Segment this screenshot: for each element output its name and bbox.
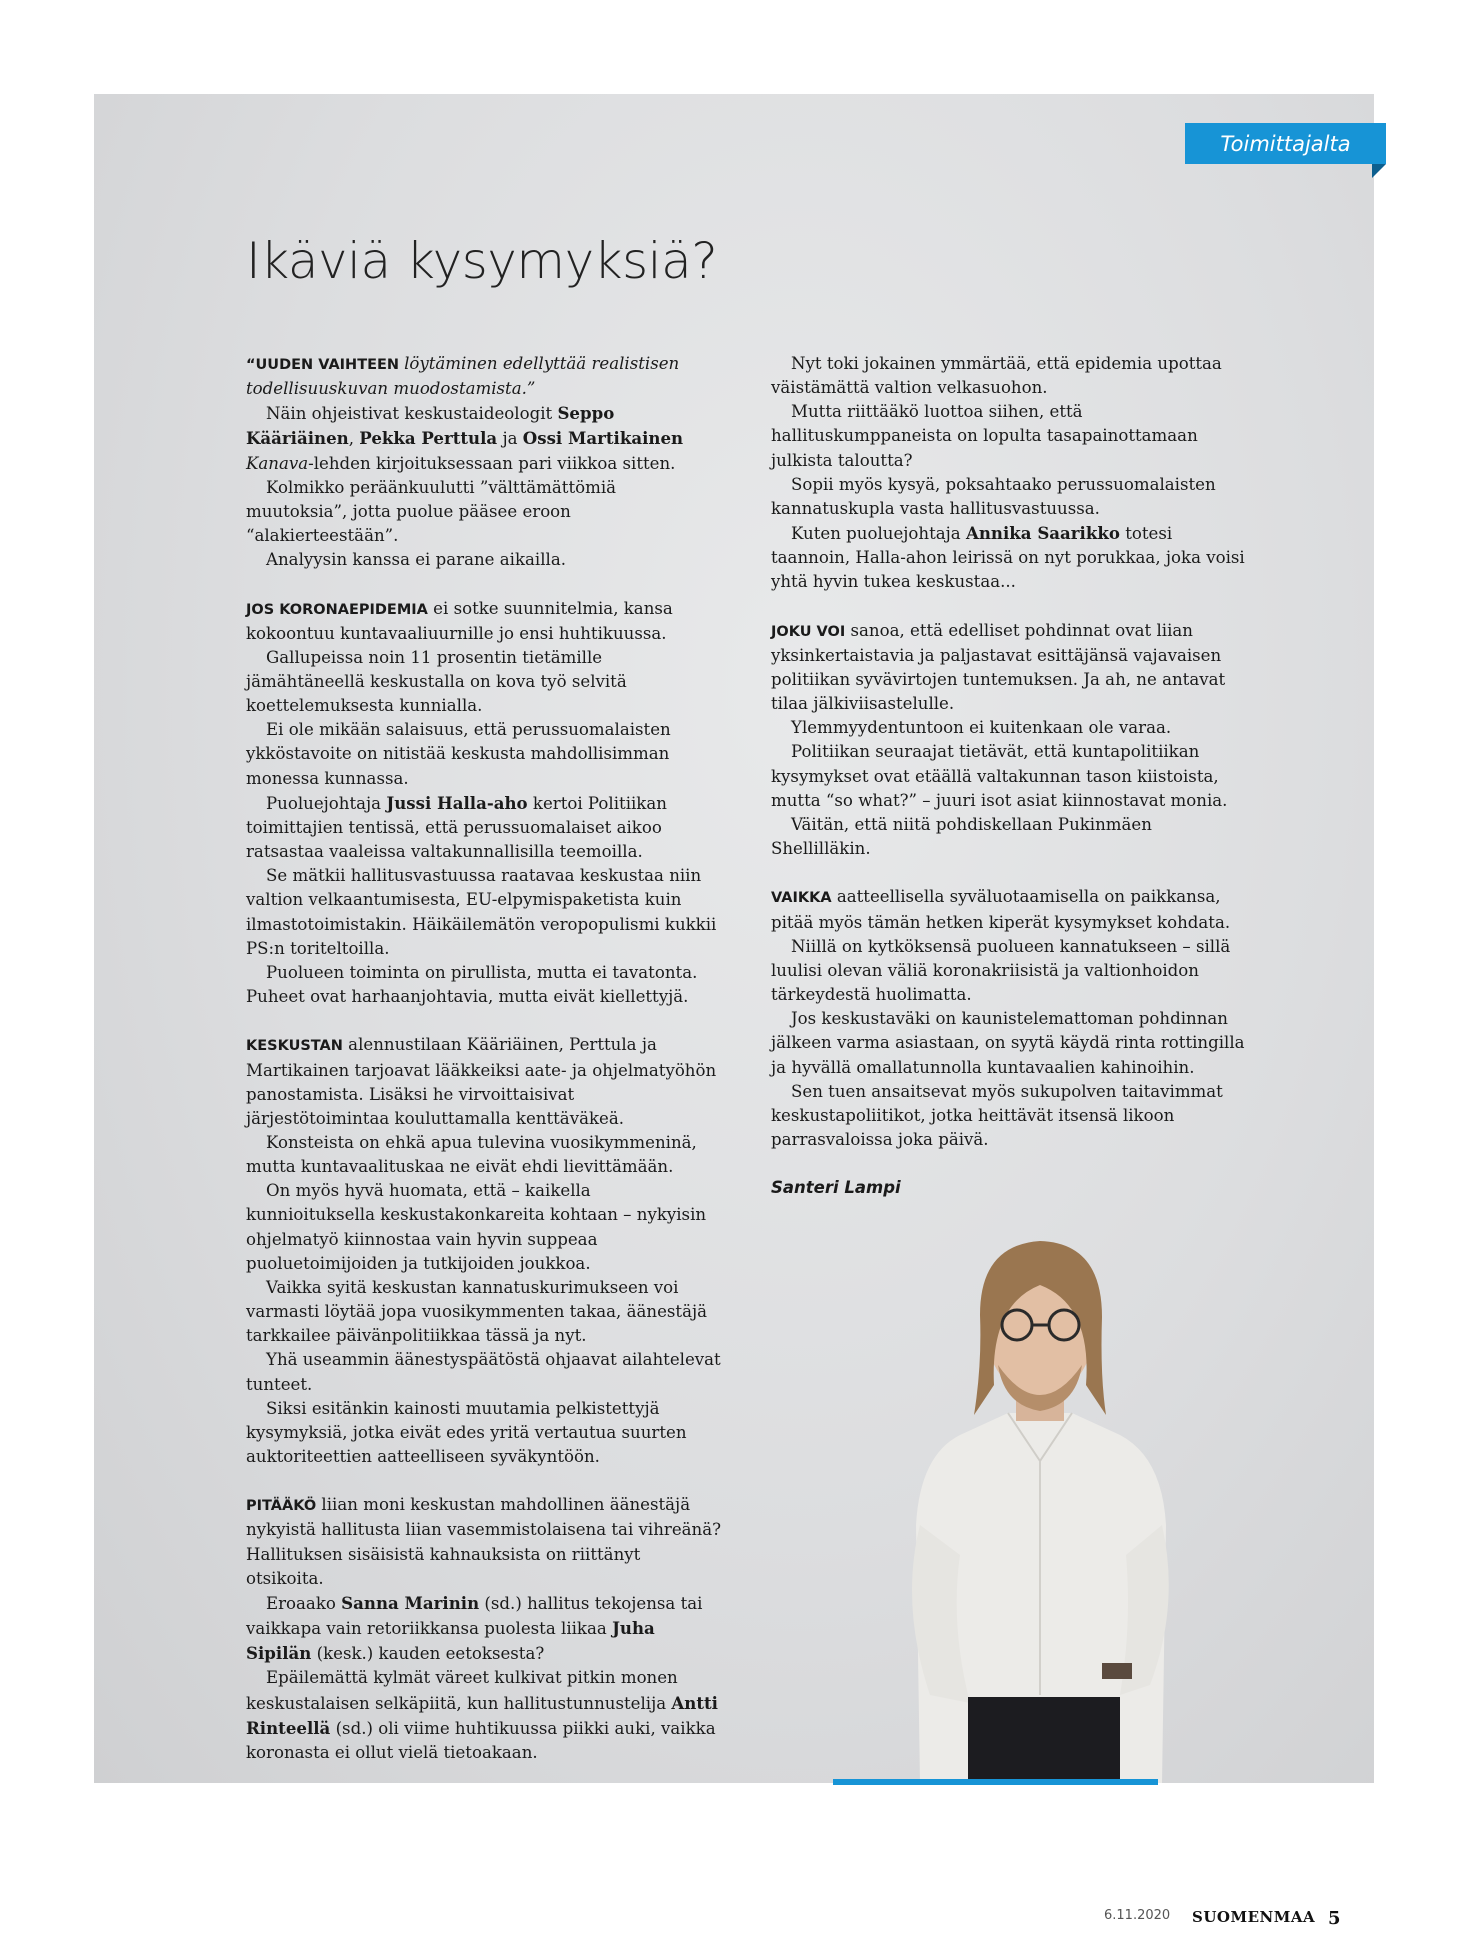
paragraph-lead-in: VAIKKA: [771, 890, 832, 907]
paragraph: [246, 476, 722, 548]
paragraph-lead-in: JOKU VOI: [771, 623, 846, 640]
text-run: Sopii myös kysyä, poksahtaako perussuomalaisten kannatuskupla vasta hallitusvastuussa.: [771, 474, 1216, 518]
paragraph: [771, 813, 1247, 861]
text-run: Mutta riittääkö luottoa siihen, että hallituskumppaneista on lopulta tasapainottamaan julkista taloutta?: [771, 402, 1198, 470]
paragraph: [771, 740, 1247, 812]
lead-paragraph: [771, 619, 1247, 717]
text-run: Nyt toki jokainen ymmärtää, että epidemia upottaa väistämättä valtion velkasuohon.: [771, 354, 1222, 398]
paragraph: [771, 521, 1247, 594]
person-name: Sanna Marinin: [341, 1592, 480, 1613]
text-run: (kesk.) kauden eetoksesta?: [311, 1644, 545, 1664]
text-run: ei sotke suunnitelmia, kansa kokoontuu kuntavaaliuurnille jo ensi huhtikuussa.: [246, 598, 673, 643]
paragraph: [246, 401, 722, 475]
text-run: Niillä on kytköksensä puolueen kannatukseen – sillä luulisi olevan väliä koronakriisistä ja valtionhoidon tärkeydestä huolimatta.: [771, 936, 1231, 1005]
text-run: On myös hyvä huomata, että – kaikella kunnioituksella keskustakonkareita kohtaan – nykyisin ohjelmatyö kiinnostaa vain hyvin suppeaa puoluetoimijoiden ja tutkijoiden joukkoa.: [246, 1181, 707, 1273]
text-run: Jos keskustaväki on kaunistelemattoman pohdinnan jälkeen varma asiastaan, on syytä käydä rinta rottingilla ja hyvällä omallatunnolla kuntavaalien kahinoihin.: [771, 1009, 1245, 1077]
person-name: Seppo Kääriäinen: [246, 403, 615, 449]
paragraph: [771, 935, 1247, 1007]
paragraph: [246, 1666, 722, 1765]
paragraph: [771, 1080, 1247, 1152]
lead-paragraph: [246, 1033, 722, 1131]
footer-magazine-name: SUOMENMAA: [1192, 1908, 1316, 1926]
text-run: Puolueen toiminta on pirullista, mutta ei tavatonta. Puheet ovat harhaanjohtavia, mutta eivät kiellettyjä.: [246, 962, 698, 1007]
left-text-column: [246, 352, 722, 1765]
paragraph: [246, 864, 722, 961]
lead-paragraph: [246, 597, 722, 646]
person-name: Ossi Martikainen: [522, 428, 684, 449]
text-run: alennustilaan Kääriäinen, Perttula ja Martikainen tarjoavat lääkkeiksi aate- ja ohjelmatyöhön panostamista. Lisäksi he virvoittaisivat järjestötoimintaa kouluttamalla kenttäväkeä.: [246, 1035, 717, 1128]
paragraph: [246, 961, 722, 1009]
text-run: Ylemmyydentuntoon ei kuitenkaan ole varaa.: [791, 718, 1172, 738]
text-run: Sen tuen ansaitsevat myös sukupolven taitavimmat keskustapoliitikot, jotka heittävät itsensä likoon parrasvaloissa joka päivä.: [771, 1081, 1223, 1149]
person-name: Antti Rinteellä: [246, 1692, 718, 1738]
paragraph: [246, 548, 722, 572]
person-name: Annika Saarikko: [965, 523, 1120, 544]
paragraph: [246, 791, 722, 864]
paragraph: [246, 1276, 722, 1348]
section-tag: Toimittajalta: [1185, 123, 1386, 164]
paragraph: [771, 352, 1247, 400]
paragraph-lead-in: JOS KORONAEPIDEMIA: [246, 601, 428, 618]
lead-paragraph: [246, 352, 722, 401]
paragraph: [246, 1348, 722, 1396]
paragraph: [246, 646, 722, 718]
paragraph: [246, 1131, 722, 1179]
paragraph-lead-in: “UUDEN VAIHTEEN: [246, 357, 405, 373]
paragraph: [771, 1007, 1247, 1079]
text-run: kertoi Politiikan toimittajien tentissä, että perussuomalaiset aikoo ratsastaa vaaleissa valtakunnallisilla teemoilla.: [246, 793, 667, 862]
person-name: Pekka Perttula: [359, 428, 498, 449]
text-run: Konsteista on ehkä apua tulevina vuosikymmeninä, mutta kuntavaalituskaa ne eivät ehdi lievittämään.: [246, 1132, 697, 1177]
text-run: Se mätkii hallitusvastuussa raatavaa keskustaa niin valtion velkaantumisesta, EU-elpymispaketista kuin ilmastotoimistakin. Häikäilemätön veropopulismi kukkii PS:n toriteltoilla.: [246, 866, 717, 958]
text-run: sanoa, että edelliset pohdinnat ovat liian yksinkertaistavia ja paljastavat esittäjänsä vajavaisen politiikan syvävirtojen tuntemuksen. Ja ah, ne antavat tilaa jälkiviisastelulle.: [771, 620, 1226, 714]
text-run: -lehden kirjoituksessaan pari viikkoa sitten.: [308, 453, 676, 473]
text-run: Vaikka syitä keskustan kannatuskurimukseen voi varmasti löytää jopa vuosikymmenten takaa, äänestäjä tarkkailee päivänpolitiikkaa tässä ja nyt.: [246, 1277, 708, 1346]
paragraph: [771, 473, 1247, 521]
text-run: Eroaako: [266, 1593, 342, 1613]
text-run: Kuten puoluejohtaja: [791, 524, 966, 544]
text-run: löytäminen edellyttää realistisen todellisuuskuvan muodostamista.”: [246, 354, 680, 399]
text-run: Yhä useammin äänestyspäätöstä ohjaavat ailahtelevat tunteet.: [246, 1350, 721, 1394]
text-run: (sd.) hallitus tekojensa tai vaikkapa vain retoriikkansa puolesta liikaa: [246, 1593, 703, 1639]
text-run: liian moni keskustan mahdollinen äänestäjä nykyistä hallitusta liian vasemmistolaisena tai vihreänä? Hallituksen sisäisistä kahnauksista on riittänyt otsikoita.: [246, 1495, 722, 1588]
person-name: Juha Sipilän: [246, 1618, 655, 1664]
text-run: ja: [497, 429, 523, 449]
footer-page-number: 5: [1328, 1908, 1341, 1929]
paragraph: [771, 400, 1247, 472]
text-run: aatteellisella syväluotaamisella on paikkansa, pitää myös tämän hetken kiperät kysymykset kohdata.: [771, 887, 1231, 932]
text-run: Gallupeissa noin 11 prosentin tietämille jämähtäneellä keskustalla on kova työ selvitä koettelemuksesta kunnialla.: [246, 647, 627, 716]
footer-date: 6.11.2020: [1104, 1908, 1171, 1923]
text-run: Analyysin kanssa ei parane aikailla.: [266, 550, 567, 570]
paragraph: [771, 716, 1247, 740]
paragraph: [246, 1179, 722, 1276]
text-run: Näin ohjeistivat keskustaideologit: [266, 404, 558, 424]
text-run: (sd.) oli viime huhtikuussa piikki auki, vaikka koronasta ei ollut vielä tietoakaan.: [246, 1718, 716, 1762]
text-run: totesi taannoin, Halla-ahon leirissä on nyt porukkaa, joka voisi yhtä hyvin tukea keskustaa...: [771, 524, 1245, 592]
text-run: Ei ole mikään salaisuus, että perussuomalaisten ykköstavoite on nitistää keskusta mahdollisimman monessa kunnassa.: [246, 720, 671, 788]
paragraph: [246, 1591, 722, 1666]
byline: Santeri Lampi: [771, 1178, 901, 1198]
text-run: Kanava: [246, 453, 309, 473]
headline: Ikäviä kysymyksiä?: [246, 232, 718, 290]
text-run: Kolmikko peräänkuulutti ”välttämättömiä muutoksia”, jotta puolue pääsee eroon “alakierteestään”.: [246, 477, 617, 546]
text-run: Puoluejohtaja: [266, 793, 387, 813]
right-text-column: [771, 352, 1247, 1200]
author-portrait: [880, 1225, 1200, 1783]
text-run: Epäilemättä kylmät väreet kulkivat pitkin monen keskustalaisen selkäpiitä, kun hallitustunnustelija: [246, 1668, 678, 1713]
lead-paragraph: [771, 885, 1247, 934]
lead-paragraph: [246, 1493, 722, 1591]
text-run: Siksi esitänkin kainosti muutamia pelkistettyjä kysymyksiä, jotka eivät edes yritä vertautua suurten auktoriteettien aatteelliseen syväkyntöön.: [246, 1398, 687, 1466]
person-name: Jussi Halla-aho: [386, 792, 528, 813]
accent-bar: [833, 1779, 1158, 1785]
text-run: ,: [348, 429, 360, 449]
text-run: Väitän, että niitä pohdiskellaan Pukinmäen Shellilläkin.: [771, 814, 1152, 859]
paragraph: [246, 1397, 722, 1469]
section-tag-fold: [1372, 164, 1386, 178]
text-run: Politiikan seuraajat tietävät, että kuntapolitiikan kysymykset ovat etäällä valtakunnan tason kiistoista, mutta “so what?” – juuri isot asiat kiinnostavat monia.: [771, 742, 1228, 810]
paragraph: [246, 718, 722, 790]
paragraph-lead-in: PITÄÄKÖ: [246, 1498, 317, 1515]
paragraph-lead-in: KESKUSTAN: [246, 1038, 343, 1055]
